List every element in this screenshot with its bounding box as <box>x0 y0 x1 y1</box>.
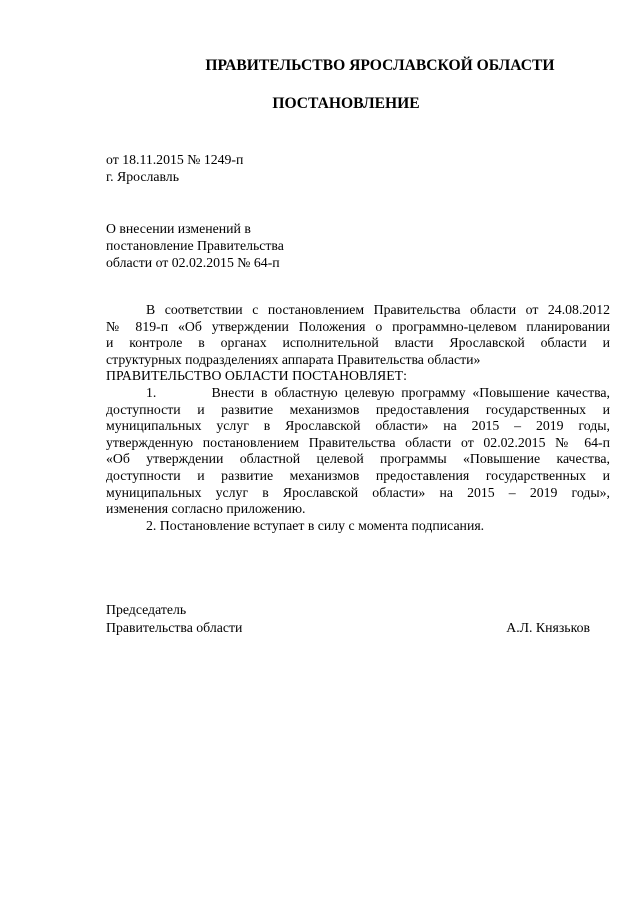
city: г. Ярославль <box>106 169 179 184</box>
signatory-title <box>106 601 242 637</box>
signatory-title-line-2: Правительства области <box>106 620 243 635</box>
subject-line-1: О внесении изменений в <box>106 221 251 236</box>
item-1-line-4: утвержденную постановлением Правительства области от 02.02.2015 № 64-п <box>106 434 610 450</box>
document-body <box>106 302 610 534</box>
signatory-title-line-1: Председатель <box>106 602 187 617</box>
preamble-line-2: № 819-п «Об утверждении Положения о программно-целевом планировании <box>106 318 610 334</box>
item-1-line-2: доступности и развитие механизмов предоставления государственных и <box>106 401 610 417</box>
resolves-line: ПРАВИТЕЛЬСТВО ОБЛАСТИ ПОСТАНОВЛЯЕТ: <box>106 368 407 384</box>
subject-line-3: области от 02.02.2015 № 64-п <box>106 255 280 270</box>
item-1-line-1: 1. Внести в областную целевую программу «Повышение качества, <box>146 384 610 400</box>
item-2: 2. Постановление вступает в силу с момента подписания. <box>146 517 485 533</box>
item-1-line-8: изменения согласно приложению. <box>106 501 306 517</box>
government-heading: ПРАВИТЕЛЬСТВО ЯРОСЛАВСКОЙ ОБЛАСТИ <box>205 57 555 74</box>
document-type-heading: ПОСТАНОВЛЕНИЕ <box>272 95 420 112</box>
preamble-line-1: В соответствии с постановлением Правительства области от 24.08.2012 <box>146 302 610 317</box>
preamble-line-3: и контроле в органах исполнительной власти Ярославской области и <box>106 335 610 351</box>
item-1-line-3: муниципальных услуг в Ярославской области» на 2015 – 2019 годы, <box>106 418 610 434</box>
date-number: от 18.11.2015 № 1249-п <box>106 152 244 167</box>
item-1-line-7: муниципальных услуг в Ярославской области» на 2015 – 2019 годы», <box>106 484 610 500</box>
signatory-name: А.Л. Князьков <box>506 620 590 635</box>
item-1-line-6: доступности и развитие механизмов предоставления государственных и <box>106 467 610 483</box>
preamble-line-4: структурных подразделениях аппарата Правительства области» <box>106 351 481 367</box>
item-1-line-5: «Об утверждении областной целевой программы «Повышение качества, <box>106 451 610 467</box>
subject-line-2: постановление Правительства <box>106 238 284 253</box>
